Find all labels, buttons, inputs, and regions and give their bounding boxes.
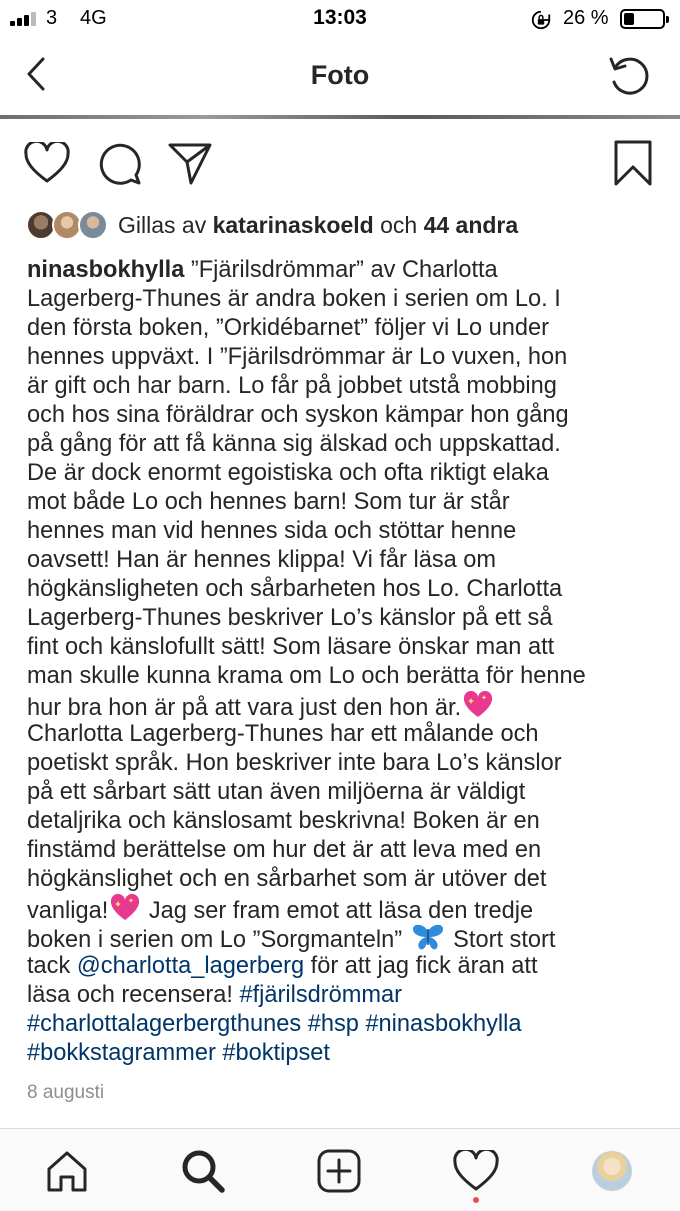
likes-row[interactable]	[26, 206, 518, 244]
caption-line: De är dock enormt egoistiska och ofta riktigt elaka	[27, 460, 549, 486]
hashtag-link[interactable]: #bokkstagrammer	[27, 1040, 216, 1066]
like-button[interactable]	[22, 138, 72, 188]
caption-line: hennes uppväxt. I ”Fjärilsdrömmar är Lo vuxen, hon	[27, 344, 568, 370]
caption-line: finstämd berättelse om hur det är att leva med en	[27, 837, 542, 863]
hashtag-link[interactable]: #fjärilsdrömmar	[239, 982, 403, 1008]
liker-username[interactable]: katarinaskoeld	[212, 211, 374, 238]
caption-line: på gång för att få känna sig älskad och uppskattad.	[27, 431, 561, 457]
share-button[interactable]	[165, 138, 215, 188]
carrier-label: 3	[46, 7, 58, 29]
likes-text	[118, 212, 518, 239]
battery-icon	[620, 9, 665, 29]
share-icon	[167, 140, 213, 186]
add-post-icon	[316, 1148, 362, 1194]
profile-avatar	[592, 1151, 632, 1191]
caption-line: på ett sårbart sätt utan även miljöerna är väldigt	[27, 779, 526, 805]
tab-profile[interactable]	[584, 1143, 640, 1199]
caption-line: läsa och recensera!	[27, 982, 240, 1008]
status-bar	[0, 0, 680, 38]
caption-line: ”Fjärilsdrömmar” av Charlotta	[184, 257, 498, 283]
caption-line: den första boken, ”Orkidébarnet” följer vi Lo under	[27, 315, 549, 341]
activity-heart-icon	[453, 1150, 499, 1192]
caption-line: Charlotta Lagerberg-Thunes har ett målande och	[27, 721, 539, 747]
refresh-button[interactable]	[604, 50, 654, 100]
caption-line: är gift och har barn. Lo får på jobbet utstå mobbing	[27, 373, 557, 399]
liker-avatars	[26, 208, 110, 242]
bookmark-icon	[612, 139, 654, 187]
heart-icon	[24, 142, 70, 184]
caption-line: boken i serien om Lo ”Sorgmanteln”	[27, 927, 409, 953]
caption-line: man skulle kunna krama om Lo och berätta för henne	[27, 663, 586, 689]
network-type: 4G	[80, 7, 107, 29]
caption-line: högkänsligheten och sårbarheten hos Lo. Charlotta	[27, 576, 563, 602]
post-image-edge	[0, 115, 680, 119]
caption-line: poetiskt språk. Hon beskriver inte bara Lo’s känslor	[27, 750, 562, 776]
battery-percent: 26 %	[563, 7, 609, 29]
caption-line: vanliga!	[27, 898, 109, 924]
caption-line: högkänslighet och en sårbarhet som är utöver det	[27, 866, 547, 892]
caption-line: mot både Lo och hennes barn! Som tur är står	[27, 489, 510, 515]
post-caption	[27, 256, 667, 1068]
header	[0, 38, 680, 118]
comment-button[interactable]	[94, 138, 144, 188]
caption-line: och hos sina föräldrar och syskon kämpar hon gång	[27, 402, 569, 428]
caption-line: fint och känslofullt sätt! Som läsare önskar man att	[27, 634, 555, 660]
status-time: 13:03	[313, 6, 367, 29]
caption-line: hennes man vid hennes sida och stöttar henne	[27, 518, 517, 544]
hashtag-link[interactable]: #hsp	[307, 1011, 359, 1037]
sparkling-heart-icon	[463, 691, 493, 719]
caption-username[interactable]: ninasbokhylla	[27, 257, 185, 283]
bottom-tab-bar	[0, 1128, 680, 1211]
notification-dot	[473, 1197, 479, 1203]
caption-line: oavsett! Han är hennes klippa! Vi får läsa om	[27, 547, 497, 573]
avatar	[78, 210, 108, 240]
likes-others-count[interactable]: 44 andra	[423, 211, 519, 238]
tab-activity[interactable]	[448, 1143, 504, 1199]
comment-icon	[96, 140, 142, 186]
tab-search[interactable]	[175, 1143, 231, 1199]
mention-link[interactable]: @charlotta_lagerberg	[76, 953, 305, 979]
rotation-lock-icon	[530, 9, 552, 31]
hashtag-link[interactable]: #charlottalagerbergthunes	[27, 1011, 302, 1037]
post-date: 8 augusti	[27, 1082, 105, 1103]
tab-home[interactable]	[39, 1143, 95, 1199]
refresh-icon	[606, 52, 652, 98]
save-button[interactable]	[608, 138, 658, 188]
caption-line: Lagerberg-Thunes beskriver Lo’s känslor på ett så	[27, 605, 553, 631]
caption-line: Jag ser fram emot att läsa den tredje	[142, 898, 534, 924]
search-icon	[180, 1148, 226, 1194]
tab-new-post[interactable]	[311, 1143, 367, 1199]
caption-line: detaljrika och känslosamt beskrivna! Boken är en	[27, 808, 540, 834]
caption-line: för att jag fick äran att	[304, 953, 538, 979]
likes-prefix: Gillas av	[118, 211, 207, 238]
hashtag-link[interactable]: #boktipset	[222, 1040, 330, 1066]
home-icon	[45, 1149, 89, 1193]
caption-line: Stort stort	[446, 927, 556, 953]
page-title: Foto	[310, 60, 370, 90]
likes-conjunction: och	[380, 211, 418, 238]
hashtag-link[interactable]: #ninasbokhylla	[365, 1011, 522, 1037]
butterfly-icon	[411, 923, 445, 951]
sparkling-heart-icon	[110, 894, 140, 922]
battery-level-fill	[624, 13, 634, 25]
caption-line: Lagerberg-Thunes är andra boken i serien om Lo. I	[27, 286, 561, 312]
caption-line: hur bra hon är på att vara just den hon är.	[27, 695, 462, 721]
post-actions	[0, 130, 680, 200]
caption-line: tack	[27, 953, 77, 979]
